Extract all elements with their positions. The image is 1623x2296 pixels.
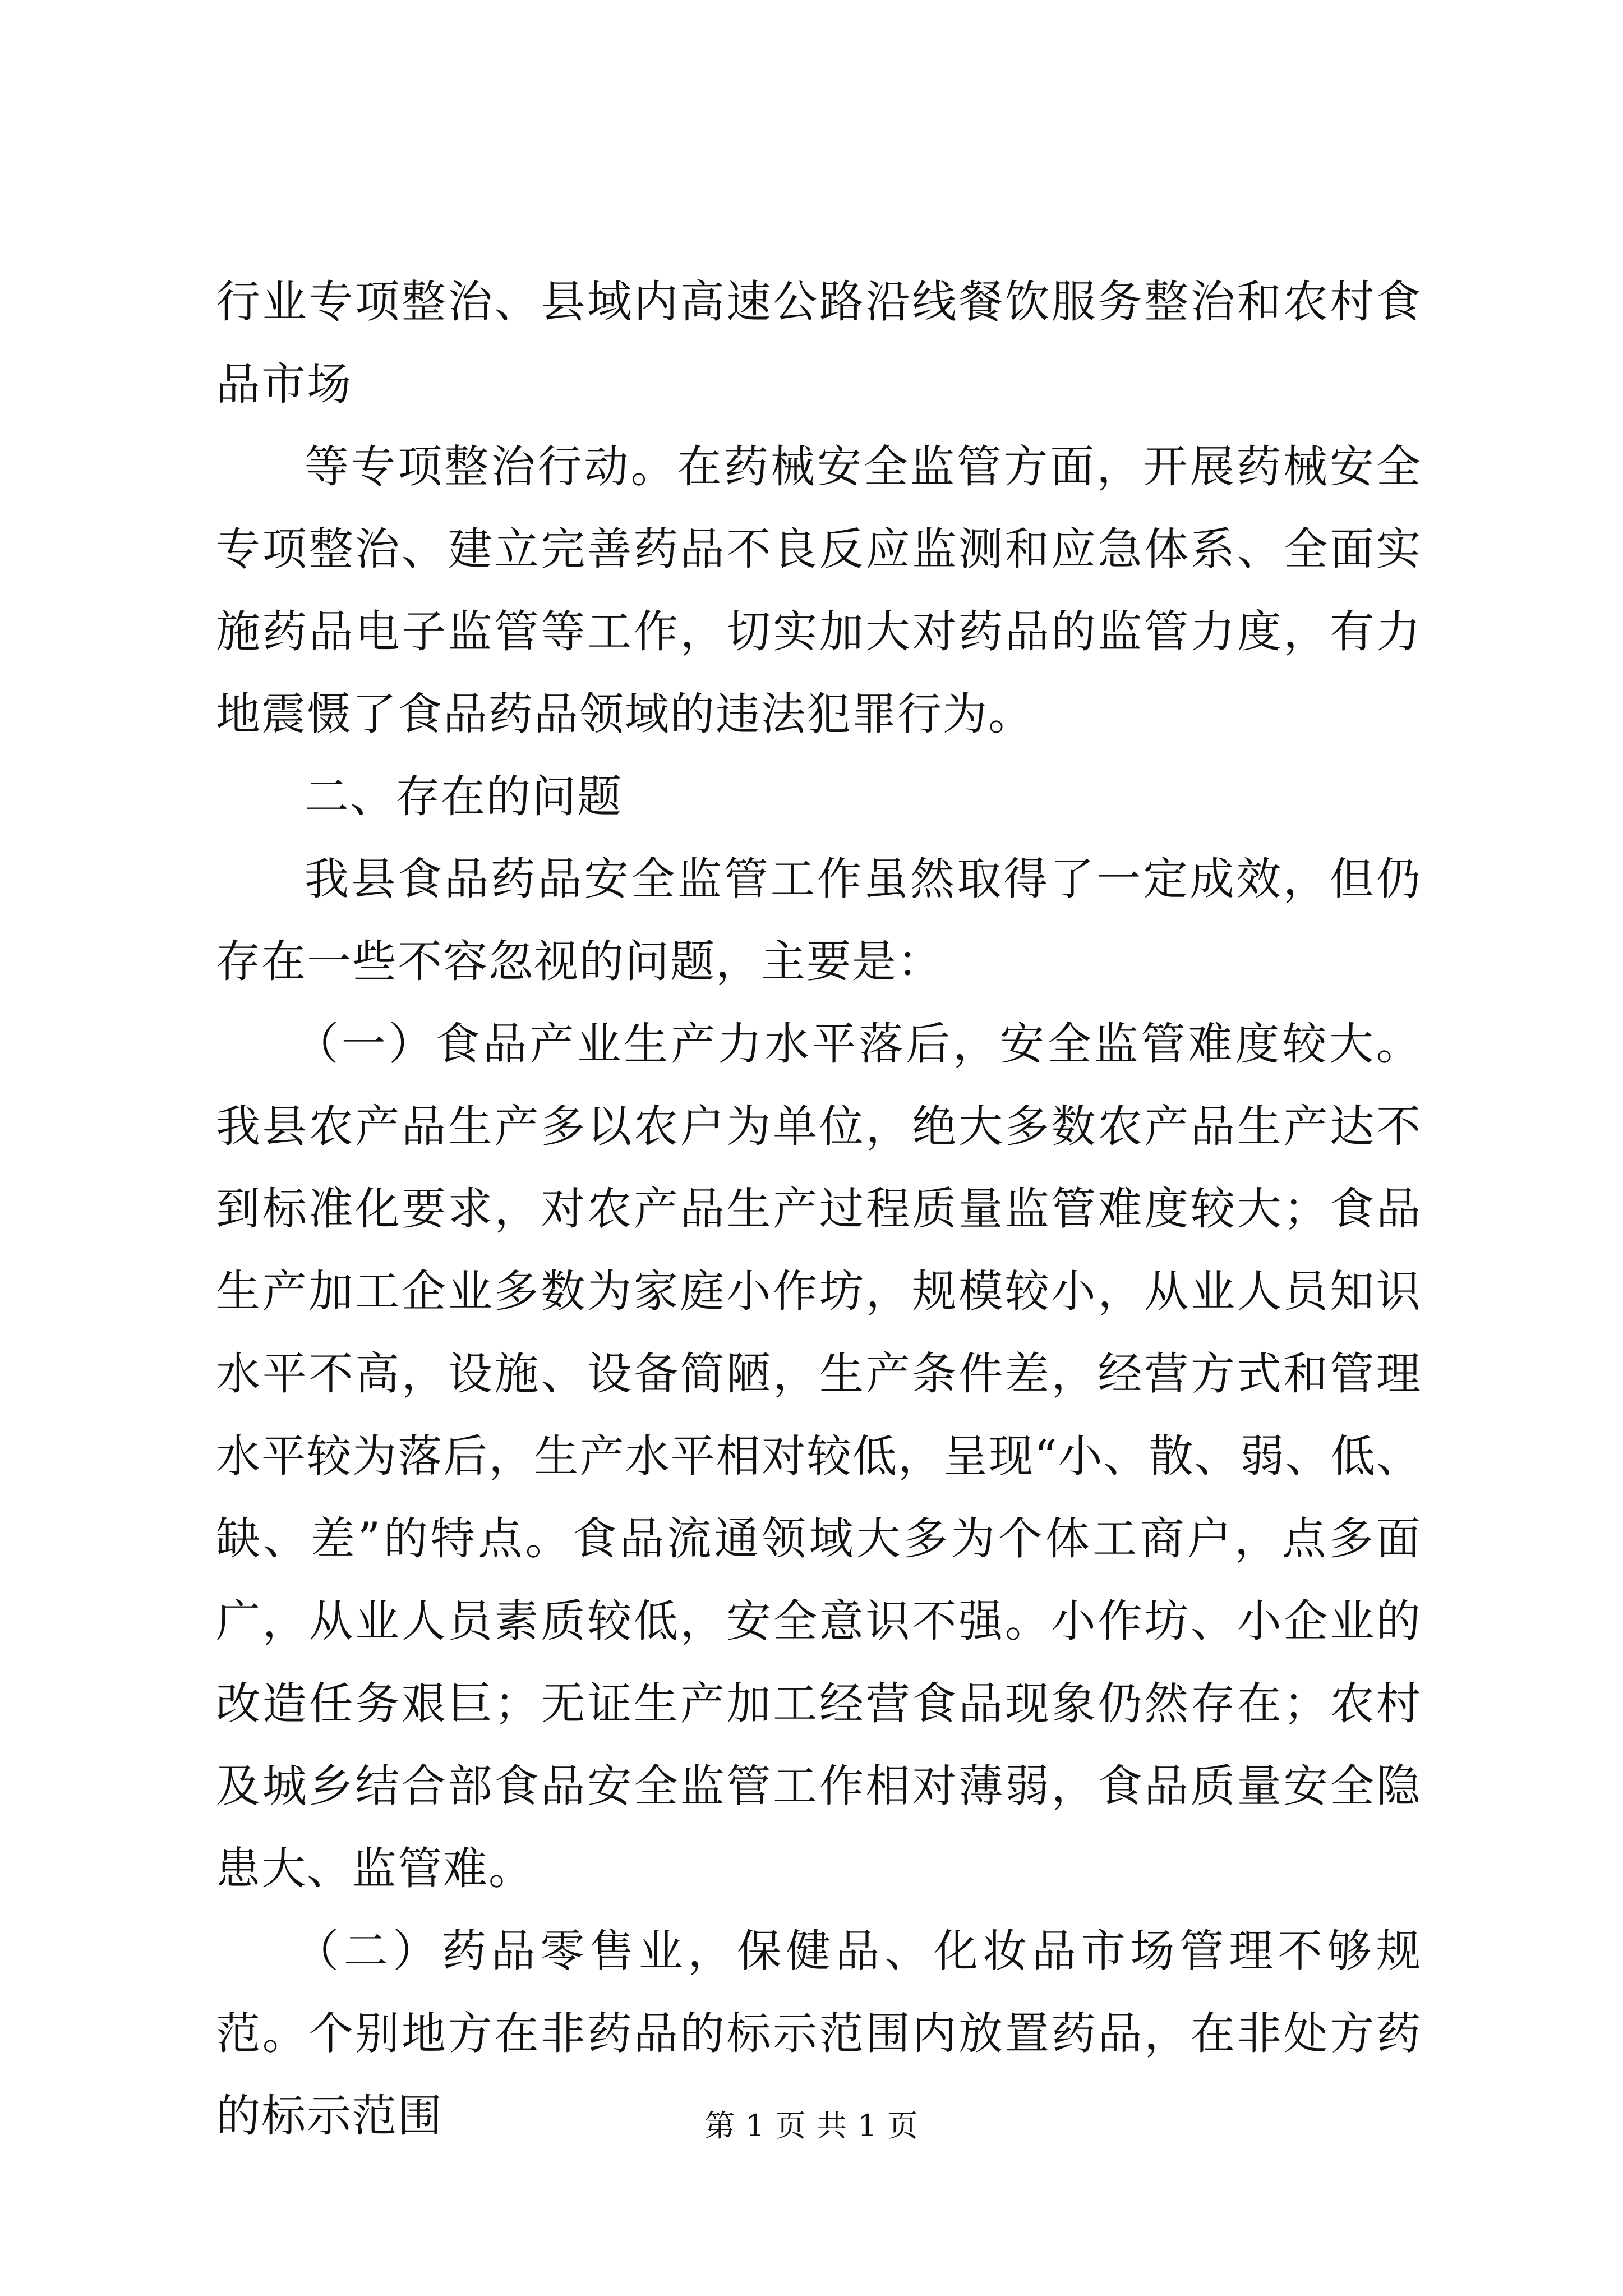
page-number-footer: 第 1 页 共 1 页: [704, 2108, 919, 2143]
paragraph-problems-intro: 我县食品药品安全监管工作虽然取得了一定成效，但仍存在一些不容忽视的问题，主要是：: [216, 853, 1422, 987]
document-body: [216, 261, 1422, 2157]
paragraph-continuation: 行业专项整治、县域内高速公路沿线餐饮服务整治和农村食品市场: [216, 276, 1422, 410]
paragraph-problem-1: （一）食品产业生产力水平落后，安全监管难度较大。我县农产品生产多以农户为单位，绝大多数农产品生产达不到标准化要求，对农产品生产过程质量监管难度较大；食品生产加工企业多数为家庭小作坊，规模较小，从业人员知识水平不高，设施、设备简陋，生产条件差，经营方式和管理水平较为落后，生产水平相对较低，呈现“小、散、弱、低、缺、差”的特点。食品流通领域大多为个体工商户，点多面广，从业人员素质较低，安全意识不强。小作坊、小企业的改造任务艰巨；无证生产加工经营食品现象仍然存在；农村及城乡结合部食品安全监管工作相对薄弱，食品质量安全隐患大、监管难。: [216, 1018, 1422, 1894]
paragraph-problem-2: （二）药品零售业，保健品、化妆品市场管理不够规范。个别地方在非药品的标示范围内放置药品，在非处方药的标示范围: [216, 1925, 1422, 2142]
section-heading-problems: 二、存在的问题: [305, 771, 623, 822]
paragraph-drug-safety: 等专项整治行动。在药械安全监管方面，开展药械安全专项整治、建立完善药品不良反应监测和应急体系、全面实施药品电子监管等工作，切实加大对药品的监管力度，有力地震慑了食品药品领域的违法犯罪行为。: [216, 441, 1422, 740]
